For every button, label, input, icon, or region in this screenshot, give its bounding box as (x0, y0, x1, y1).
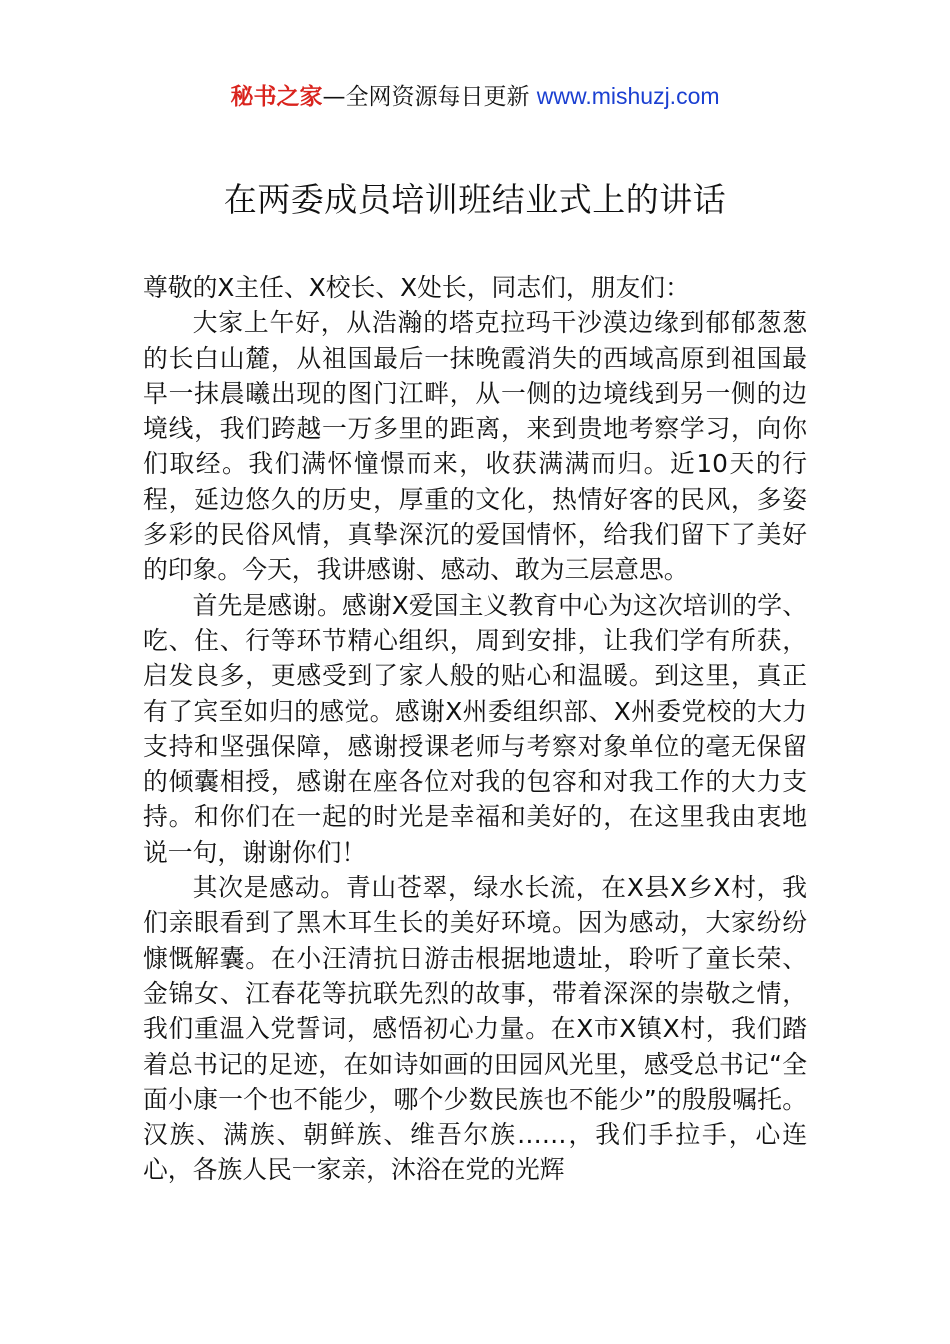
header-tagline: —全网资源每日更新 (322, 84, 537, 110)
document-body (143, 270, 807, 1188)
paragraph-gratitude: 首先是感谢。感谢X爱国主义教育中心为这次培训的学、吃、住、行等环节精心组织，周到安排，让我们学有所获，启发良多，更感受到了家人般的贴心和温暖。到这里，真正有了宾至如归的感觉。感谢X州委组织部、X州委党校的大力支持和坚强保障，感谢授课老师与考察对象单位的毫无保留的倾囊相授，感谢在座各位对我的包容和对我工作的大力支持。和你们在一起的时光是幸福和美好的，在这里我由衷地说一句，谢谢你们！ (143, 590, 807, 867)
site-url-link[interactable]: www.mishuzj.com (536, 83, 720, 109)
brand-name: 秘书之家 (230, 84, 323, 110)
paragraph-moved: 其次是感动。青山苍翠，绿水长流，在X县X乡X村，我们亲眼看到了黑木耳生长的美好环境。因为感动，大家纷纷慷慨解囊。在小汪清抗日游击根据地遗址，聆听了童长荣、金锦女、江春花等抗联先烈的故事，带着深深的崇敬之情，我们重温入党誓词，感悟初心力量。在X市X镇X村，我们踏着总书记的足迹，在如诗如画的田园风光里，感受总书记“全面小康一个也不能少，哪个少数民族也不能少”的殷殷嘱托。汉族、满族、朝鲜族、维吾尔族……，我们手拉手，心连心，各族人民一家亲，沐浴在党的光辉 (143, 873, 807, 1185)
salutation: 尊敬的X主任、X校长、X处长，同志们，朋友们： (143, 273, 690, 302)
site-header (0, 80, 950, 113)
paragraph-opening: 大家上午好，从浩瀚的塔克拉玛干沙漠边缘到郁郁葱葱的长白山麓，从祖国最后一抹晚霞消失的西域高原到祖国最早一抹晨曦出现的图门江畔，从一侧的边境线到另一侧的边境线，我们跨越一万多里的距离，来到贵地考察学习，向你们取经。我们满怀憧憬而来，收获满满而归。近10天的行程，延边悠久的历史，厚重的文化，热情好客的民风，多姿多彩的民俗风情，真挚深沉的爱国情怀，给我们留下了美好的印象。今天，我讲感谢、感动、敢为三层意思。 (143, 308, 807, 585)
document-title: 在两委成员培训班结业式上的讲话 (223, 180, 727, 219)
